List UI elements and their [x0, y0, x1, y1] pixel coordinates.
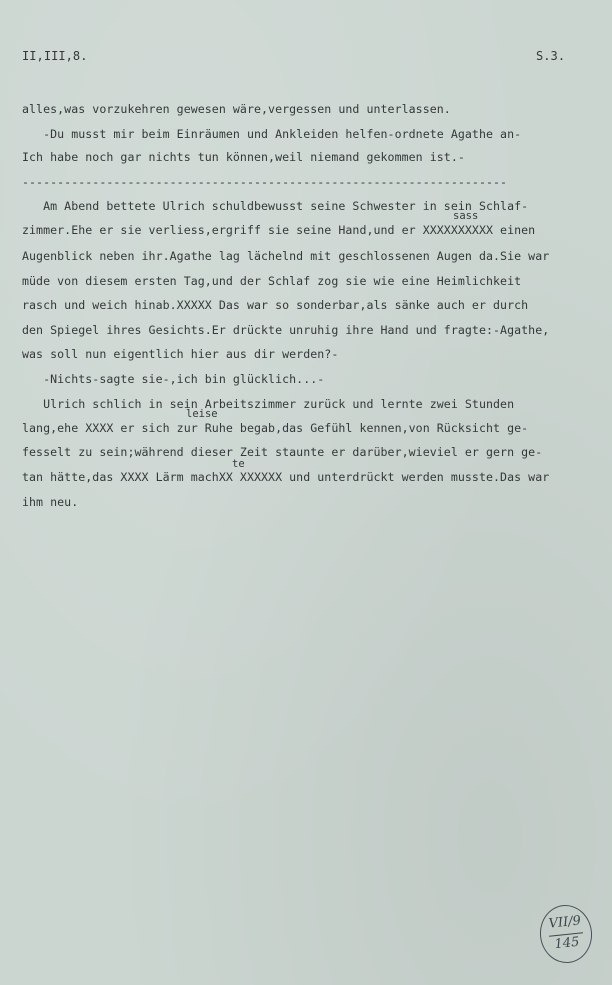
page-signature: II,III,8.: [22, 49, 88, 63]
separator-line: ---------------------------------------------------------------------: [22, 175, 508, 189]
text-line-12: -Nichts-sagte sie-,ich bin glücklich...-: [22, 372, 325, 386]
text-line-14: lang,ehe XXXX er sich zur Ruhe begab,das Gefühl kennen,von Rücksicht ge-: [22, 421, 529, 435]
text-line-6: zimmer.Ehe er sie verliess,ergriff sie seine Hand,und er XXXXXXXXXX einen: [22, 223, 536, 237]
text-line-16: tan hätte,das XXXX Lärm machXX XXXXXX und unterdrückt werden musste.Das war: [22, 470, 550, 484]
text-line-2: -Du musst mir beim Einräumen und Ankleiden helfen-ordnete Agathe an-: [22, 127, 522, 141]
text-line-11: was soll nun eigentlich hier aus dir werden?-: [22, 347, 339, 361]
text-line-8: müde von diesem ersten Tag,und der Schlaf zog sie wie eine Heimlichkeit: [22, 274, 522, 288]
text-line-15: fesselt zu sein;während dieser Zeit staunte er darüber,wieviel er gern ge-: [22, 445, 543, 459]
text-line-3: Ich habe noch gar nichts tun können,weil niemand gekommen ist.-: [22, 150, 465, 164]
page-number: S.3.: [536, 49, 566, 63]
stamp-folio: VII/9: [547, 913, 582, 932]
insertion-te: te: [232, 458, 245, 470]
text-line-17: ihm neu.: [22, 495, 79, 509]
archive-stamp: [537, 902, 595, 965]
insertion-leise: leise: [186, 408, 218, 420]
text-line-5: Am Abend bettete Ulrich schuldbewusst seine Schwester in sein Schlaf-: [22, 199, 529, 213]
text-line-1: alles,was vorzukehren gewesen wäre,vergessen und unterlassen.: [22, 102, 451, 116]
stamp-number: 145: [553, 934, 581, 953]
text-line-13: Ulrich schlich in sein Arbeitszimmer zurück und lernte zwei Stunden: [22, 397, 515, 411]
text-line-10: den Spiegel ihres Gesichts.Er drückte unruhig ihre Hand und fragte:-Agathe,: [22, 323, 550, 337]
insertion-sass: sass: [453, 210, 479, 222]
text-line-7: Augenblick neben ihr.Agathe lag lächelnd mit geschlossenen Augen da.Sie war: [22, 249, 550, 263]
text-line-9: rasch und weich hinab.XXXXX Das war so sonderbar,als sänke auch er durch: [22, 298, 529, 312]
